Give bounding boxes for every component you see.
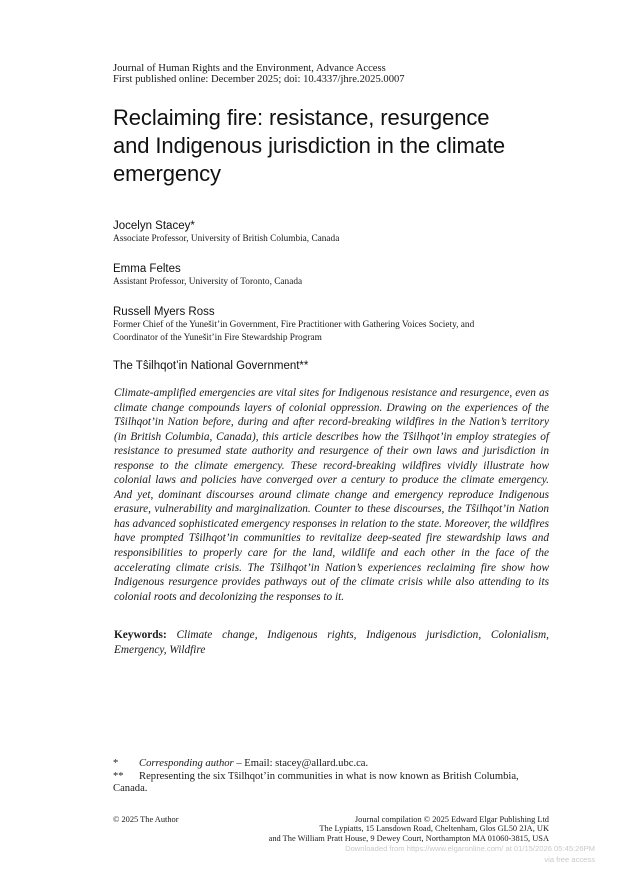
keywords-list: Climate change, Indigenous rights, Indigenous jurisdiction, Colonialism, Emergency, Wildfire bbox=[114, 629, 549, 656]
title-line-2: and Indigenous jurisdiction in the climate bbox=[113, 133, 506, 158]
author-affiliation-line-1: Former Chief of the Yunešit’in Government, Fire Practitioner with Gathering Voices Society, and bbox=[113, 320, 475, 330]
footnote-mark: ** bbox=[113, 770, 124, 782]
author-name: Jocelyn Stacey* bbox=[113, 220, 195, 232]
publication-info-line: First published online: December 2025; doi: 10.4337/jhre.2025.0007 bbox=[113, 74, 405, 85]
download-watermark bbox=[345, 843, 595, 865]
author-name: Emma Feltes bbox=[113, 263, 181, 275]
abstract: Climate-amplified emergencies are vital sites for Indigenous resistance and resurgence, even as climate change compounds layers of colonial oppression. Drawing on the experiences of the Tŝilhqot’in Nation before, during and after record-breaking wildfires in the Nation’s territory (in British Columbia, Canada), this article describes how the Tŝilhqot’in employ strategies of resistance to presumed state authority and resurgence of their own laws and jurisdiction in response to the climate emergency. These record-breaking wildfires vividly illustrate how colonial laws and policies have converged over a century to produce the climate emergency. And yet, dominant discourses around climate change and emergency reproduce Indigenous erasure, vulnerability and marginalization. Counter to these discourses, the Tŝilhqot’in Nation has advanced sophisticated emergency responses in relation to the state. Moreover, the wildfires have prompted Tŝilhqot’in communities to revitalize deep-seated fire stewardship laws and responsibilities to properly care for the land, wildlife and each other in the face of the accelerating climate crisis. The Tŝilhqot’in Nation’s experiences reclaiming fire show how Indigenous resurgence provides pathways out of the climate crisis while also attending to its colonial roots and decolonizing the responses to it. bbox=[114, 387, 549, 603]
journal-header bbox=[113, 63, 405, 85]
article-title bbox=[113, 104, 553, 188]
publisher-line-3: and The William Pratt House, 9 Dewey Court, Northampton MA 01060-3815, USA bbox=[268, 833, 549, 843]
footnote-text bbox=[139, 758, 368, 771]
author-affiliation: Assistant Professor, University of Toronto, Canada bbox=[113, 277, 303, 287]
publisher-info bbox=[269, 815, 549, 843]
author-affiliation-line-2: Coordinator of the Yunešit’in Fire Stewardship Program bbox=[113, 332, 322, 343]
footnote-italic: Corresponding author bbox=[139, 758, 234, 769]
watermark-line-1: Downloaded from https://www.elgaronline.com/ at 01/15/2026 05:45:26PM bbox=[345, 844, 595, 853]
publisher-line-2: The Lypiatts, 15 Lansdown Road, Cheltenham, Glos GL50 2JA, UK bbox=[319, 824, 549, 834]
author-block bbox=[113, 306, 553, 344]
author-block bbox=[113, 360, 553, 373]
author-affiliation: Associate Professor, University of British Columbia, Canada bbox=[113, 234, 340, 244]
title-line-1: Reclaiming fire: resistance, resurgence bbox=[113, 105, 490, 130]
keywords-label: Keywords: bbox=[114, 629, 167, 641]
publisher-line-1: Journal compilation © 2025 Edward Elgar Publishing Ltd bbox=[354, 815, 549, 824]
footnote-email[interactable]: – Email: stacey@allard.ubc.ca. bbox=[233, 758, 369, 769]
title-line-3: emergency bbox=[113, 161, 221, 186]
journal-name-line: Journal of Human Rights and the Environment, Advance Access bbox=[113, 63, 386, 74]
footnote-mark: * bbox=[113, 758, 119, 769]
author-name: The Tŝilhqot’in National Government** bbox=[113, 360, 309, 372]
author-block bbox=[113, 220, 553, 246]
footnote bbox=[113, 771, 550, 796]
watermark-line-2: via free access bbox=[544, 855, 595, 864]
copyright-notice: © 2025 The Author bbox=[113, 815, 179, 824]
author-name: Russell Myers Ross bbox=[113, 306, 215, 318]
footnotes bbox=[113, 758, 550, 796]
footnote bbox=[113, 758, 550, 771]
footnote-text: Representing the six Tŝilhqot’in communities in what is now known as British Columbia, Canada. bbox=[113, 770, 519, 795]
author-block bbox=[113, 263, 553, 289]
keywords bbox=[114, 628, 549, 657]
